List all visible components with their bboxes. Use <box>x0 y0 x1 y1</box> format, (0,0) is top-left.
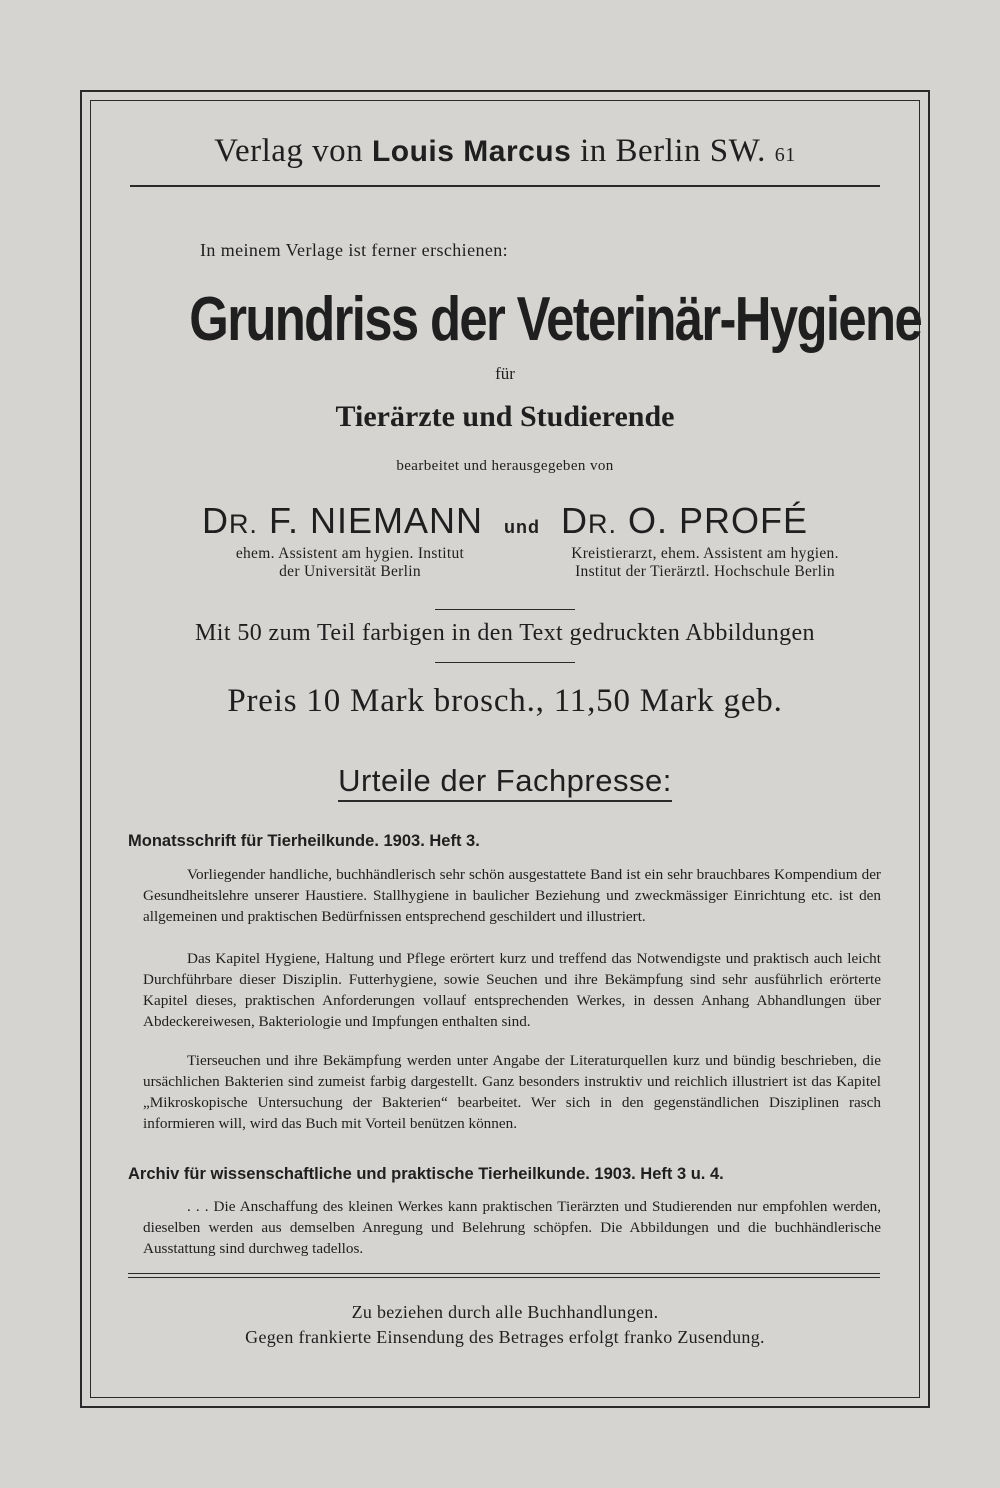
author-1 <box>202 500 483 541</box>
ordering-info <box>0 1300 1000 1350</box>
and-connector: und <box>503 517 540 537</box>
for-text: für <box>495 364 515 383</box>
author-1-title-rest: R. <box>228 509 258 539</box>
price-line: Preis 10 Mark brosch., 11,50 Mark geb. <box>227 683 783 719</box>
ordering-line-2: Gegen frankierte Einsendung des Betrages erfolgt franko Zusendung. <box>245 1327 765 1347</box>
short-rule-top <box>435 609 575 610</box>
author-2-affiliation-line-2: Institut der Tierärztl. Hochschule Berlin <box>575 563 835 580</box>
review-1-paragraph-1: Vorliegender handliche, buchhändlerisch sehr schön ausgestattete Band ist ein sehr brauchbares Kompendium der Gesundheitslehre unserer Haustiere. Stallhygiene in baulicher Beziehung und zweckmässiger Einrichtung etc. ist den allgemeinen und praktischen Bedürfnissen entsprechend geschildert und illustriert. <box>143 866 881 925</box>
closing-rule-1 <box>128 1273 880 1274</box>
author-1-affiliation <box>160 545 540 581</box>
author-1-title-initial: D <box>201 500 229 541</box>
review-1-paragraph-3: Tierseuchen und ihre Bekämpfung werden unter Angabe der Literaturquellen kurz und bündig beschrieben, die ursächlichen Bakterien sind zumeist farbig dargestellt. Ganz besonders instruktiv und reichlich illustriert ist das Kapitel „Mikroskopische Untersuchung der Bakterien“ bearbeitet. Wer sich in den gegenständlichen Disziplinen rasch informieren will, wird das Buch mit Vorteil benützen können. <box>143 1052 881 1132</box>
intro-text: In meinem Verlage ist ferner erschienen: <box>200 240 509 260</box>
review-1-paragraph-2: Das Kapitel Hygiene, Haltung und Pflege erörtert kurz und treffend das Notwendigste und praktisch auch leicht Durchführbare dieser Disziplin. Futterhygiene, sowie Seuchen und ihre Bekämpfung sind sehr ausführlich erörterte Kapitel dieses, praktischen Anforderungen vollauf entsprechenden Werkes, in dessen Anhang Abhandlungen über Abdeckereiwesen, Bakteriologie und Impfungen enthalten sind. <box>143 950 881 1030</box>
publisher-district: 61 <box>774 144 796 166</box>
ordering-line-1: Zu beziehen durch alle Buchhandlungen. <box>351 1302 659 1322</box>
author-2-affiliation <box>525 545 885 581</box>
book-title: Grundriss der Veterinär-Hygiene <box>189 285 922 354</box>
illustrations-note: Mit 50 zum Teil farbigen in den Text gedruckten Abbildungen <box>195 620 815 646</box>
short-rule-bottom <box>435 662 575 663</box>
author-1-name: F. NIEMANN <box>268 500 483 541</box>
publisher-line <box>130 133 880 170</box>
header-rule <box>130 185 880 187</box>
author-1-affiliation-line-1: ehem. Assistent am hygien. Institut <box>235 545 465 562</box>
reviews-heading-text: Urteile der Fachpresse: <box>338 763 672 802</box>
publisher-name: Louis Marcus <box>371 135 572 168</box>
author-2-title-rest: R. <box>588 509 617 539</box>
book-subtitle: Tierärzte und Studierende <box>335 400 675 433</box>
authors-line <box>0 500 1000 542</box>
author-2-affiliation-line-1: Kreistierarzt, ehem. Assistent am hygien. <box>571 545 839 562</box>
publisher-prefix: Verlag von <box>214 133 364 169</box>
author-2-title-initial: D <box>561 500 588 541</box>
reviews-heading <box>0 763 1000 799</box>
closing-rule-2 <box>128 1277 880 1278</box>
author-1-affiliation-line-2: der Universität Berlin <box>279 563 421 580</box>
publisher-city: in Berlin SW. <box>580 133 766 169</box>
review-2-source: Archiv für wissenschaftliche und praktische Tierheilkunde. 1903. Heft 3 u. 4. <box>128 1165 724 1183</box>
review-1-source: Monatsschrift für Tierheilkunde. 1903. Heft 3. <box>128 832 480 850</box>
review-2-paragraph-1: . . . Die Anschaffung des kleinen Werkes kann praktischen Tierärzten und Studierenden nur empfohlen werden, dieselben werden aus demselben Anregung und Belehrung schöpfen. Die Abbildungen und die buchhändlerische Ausstattung sind durchweg tadellos. <box>143 1198 881 1257</box>
author-2-name: O. PROFÉ <box>628 500 809 541</box>
author-2 <box>561 500 808 541</box>
edited-by-text: bearbeitet und herausgegeben von <box>396 458 614 474</box>
